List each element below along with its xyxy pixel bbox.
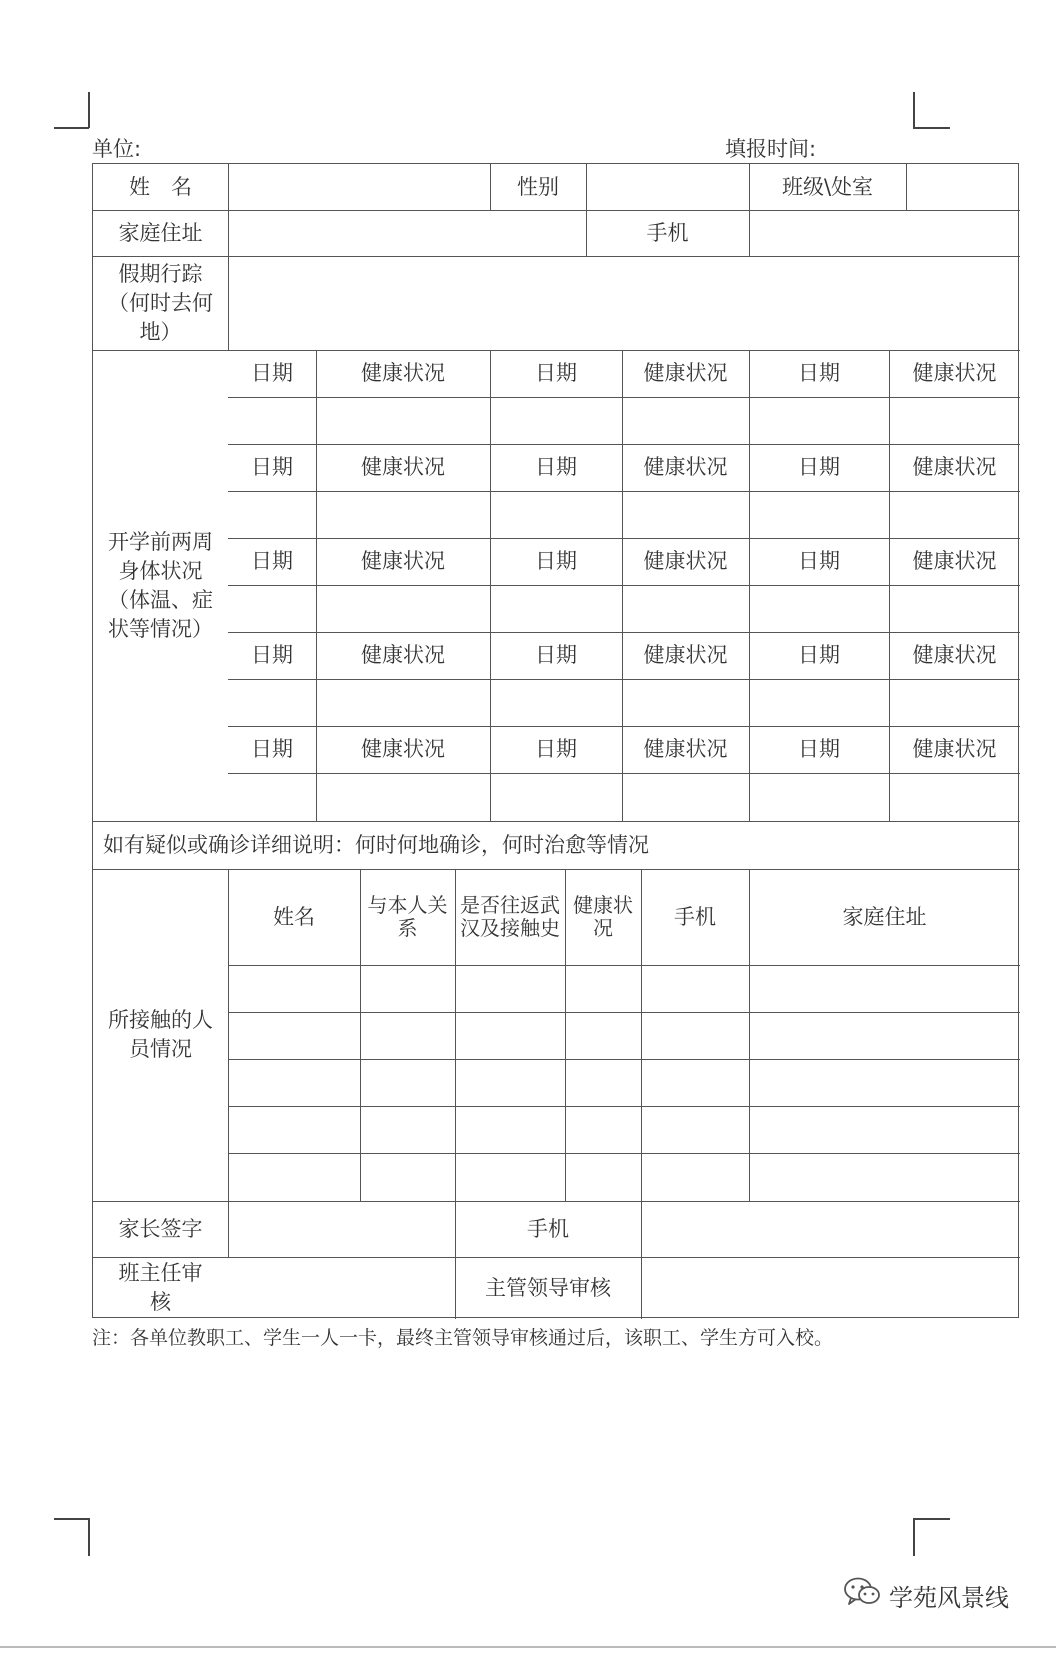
class-office-field[interactable]	[906, 164, 1020, 210]
health-status-input[interactable]	[889, 397, 1020, 444]
contact-cell[interactable]	[228, 1059, 360, 1106]
health-status-header: 健康状况	[361, 361, 445, 385]
date-header: 日期	[535, 549, 577, 573]
date-header: 日期	[798, 737, 840, 761]
contacts-section-label: 所接触的人员情况	[108, 1008, 213, 1061]
date-header: 日期	[535, 737, 577, 761]
health-status-header: 健康状况	[643, 455, 728, 479]
phone-label: 手机	[646, 220, 689, 245]
contact-cell[interactable]	[228, 965, 360, 1012]
date-input[interactable]	[490, 397, 622, 444]
parent-sign-label: 家长签字	[118, 1216, 203, 1241]
date-header: 日期	[251, 361, 293, 385]
gender-label: 性别	[517, 174, 559, 199]
date-header: 日期	[251, 737, 293, 761]
health-status-input[interactable]	[622, 773, 749, 821]
class-office-label: 班级\处室	[781, 174, 874, 199]
phone-label-2: 手机	[527, 1216, 569, 1241]
page-bottom-edge	[0, 1646, 1056, 1648]
health-status-input[interactable]	[622, 491, 749, 538]
crop-mark-bottom-right-v	[913, 1518, 915, 1556]
date-header: 日期	[798, 361, 840, 385]
health-status-header: 健康状况	[361, 643, 445, 667]
health-status-input[interactable]	[889, 585, 1020, 632]
health-status-header: 健康状况	[643, 737, 728, 761]
home-address-label: 家庭住址	[118, 220, 203, 245]
parent-phone-field[interactable]	[641, 1201, 1020, 1257]
health-status-header: 健康状况	[912, 361, 997, 385]
date-input[interactable]	[749, 679, 889, 726]
health-status-input[interactable]	[889, 773, 1020, 821]
health-status-header: 健康状况	[912, 455, 997, 479]
date-input[interactable]	[490, 679, 622, 726]
holiday-trace-label: 假期行踪（何时去何地）	[108, 261, 213, 344]
wuhan-history-header: 是否往返武汉及接触史	[460, 893, 560, 940]
name-field[interactable]	[228, 164, 490, 210]
date-input[interactable]	[490, 491, 622, 538]
date-header: 日期	[535, 455, 577, 479]
date-input[interactable]	[228, 679, 316, 726]
contact-cell[interactable]	[228, 1012, 360, 1059]
health-status-input[interactable]	[622, 585, 749, 632]
health-status-input[interactable]	[316, 679, 490, 726]
health-status-header: 健康状况	[643, 643, 728, 667]
contact-cell[interactable]	[565, 1106, 641, 1153]
contact-cell[interactable]	[641, 1153, 749, 1201]
health-status-input[interactable]	[316, 773, 490, 821]
health-status-input[interactable]	[889, 679, 1020, 726]
holiday-trace-field[interactable]	[228, 256, 1020, 350]
contact-cell[interactable]	[360, 1012, 455, 1059]
health-status-header: 健康状况	[361, 549, 445, 573]
health-status-header: 健康状况	[643, 361, 728, 385]
contact-cell[interactable]	[360, 1106, 455, 1153]
contact-cell[interactable]	[565, 1012, 641, 1059]
contact-cell[interactable]	[228, 1106, 360, 1153]
head-teacher-review-field[interactable]	[228, 1257, 455, 1319]
health-status-input[interactable]	[316, 491, 490, 538]
contact-cell[interactable]	[565, 1153, 641, 1201]
contact-cell[interactable]	[565, 1059, 641, 1106]
crop-mark-top-right-v	[913, 92, 915, 128]
date-input[interactable]	[749, 773, 889, 821]
health-status-input[interactable]	[622, 679, 749, 726]
health-status-header: 健康状况	[361, 455, 445, 479]
contact-cell[interactable]	[565, 965, 641, 1012]
contact-health-header: 健康状况	[573, 893, 633, 940]
date-header: 日期	[251, 455, 293, 479]
crop-mark-top-left-v	[88, 92, 90, 128]
contact-cell[interactable]	[360, 965, 455, 1012]
name-label: 姓 名	[129, 174, 192, 199]
contact-address-header: 家庭住址	[842, 904, 927, 929]
phone-field[interactable]	[749, 210, 1020, 256]
crop-mark-top-left-h	[54, 127, 89, 129]
contact-cell[interactable]	[749, 1153, 1020, 1201]
date-input[interactable]	[228, 585, 316, 632]
supervisor-review-field[interactable]	[641, 1257, 1020, 1319]
date-header: 日期	[798, 643, 840, 667]
contact-cell[interactable]	[749, 1106, 1020, 1153]
contact-phone-header: 手机	[674, 904, 716, 929]
watermark	[843, 1576, 1009, 1614]
crop-mark-bottom-left-v	[88, 1518, 90, 1556]
date-input[interactable]	[749, 585, 889, 632]
health-status-header: 健康状况	[912, 549, 997, 573]
health-status-header: 健康状况	[361, 737, 445, 761]
crop-mark-bottom-right-h	[913, 1518, 950, 1520]
gender-field[interactable]	[586, 164, 749, 210]
footnote: 注：各单位教职工、学生一人一卡，最终主管领导审核通过后，该职工、学生方可入校。	[92, 1327, 834, 1349]
contact-cell[interactable]	[749, 1059, 1020, 1106]
crop-mark-bottom-left-h	[54, 1518, 89, 1520]
contact-cell[interactable]	[749, 1012, 1020, 1059]
health-status-header: 健康状况	[912, 737, 997, 761]
contact-relation-header: 与本人关系	[367, 893, 448, 940]
wechat-icon	[843, 1576, 881, 1614]
unit-label: 单位:	[92, 137, 142, 161]
contact-cell[interactable]	[455, 1153, 565, 1201]
date-input[interactable]	[490, 585, 622, 632]
date-header: 日期	[798, 455, 840, 479]
contact-cell[interactable]	[455, 1106, 565, 1153]
health-status-input[interactable]	[622, 397, 749, 444]
date-input[interactable]	[749, 397, 889, 444]
home-address-field[interactable]	[228, 210, 586, 256]
date-header: 日期	[798, 549, 840, 573]
watermark-text: 学苑风景线	[889, 1583, 1009, 1612]
contact-cell[interactable]	[641, 1012, 749, 1059]
contact-name-header: 姓名	[273, 904, 315, 929]
date-input[interactable]	[228, 773, 316, 821]
date-header: 日期	[251, 549, 293, 573]
date-header: 日期	[535, 643, 577, 667]
health-status-input[interactable]	[889, 491, 1020, 538]
date-header: 日期	[251, 643, 293, 667]
parent-sign-field[interactable]	[228, 1201, 455, 1257]
date-input[interactable]	[749, 491, 889, 538]
health-status-input[interactable]	[316, 397, 490, 444]
contact-cell[interactable]	[455, 1059, 565, 1106]
date-input[interactable]	[228, 397, 316, 444]
contact-cell[interactable]	[455, 1012, 565, 1059]
head-teacher-review-label: 班主任审核	[118, 1261, 203, 1314]
contact-cell[interactable]	[749, 965, 1020, 1012]
health-form-table	[92, 163, 1019, 1318]
health-status-input[interactable]	[316, 585, 490, 632]
contact-cell[interactable]	[228, 1153, 360, 1201]
contact-cell[interactable]	[455, 965, 565, 1012]
contact-cell[interactable]	[360, 1059, 455, 1106]
fill-time-label: 填报时间:	[725, 137, 817, 161]
health-status-header: 健康状况	[643, 549, 728, 573]
health-status-header: 健康状况	[912, 643, 997, 667]
date-header: 日期	[535, 361, 577, 385]
contact-cell[interactable]	[641, 1059, 749, 1106]
date-input[interactable]	[490, 773, 622, 821]
suspected-note: 如有疑似或确诊详细说明：何时何地确诊，何时治愈等情况	[103, 832, 649, 857]
date-input[interactable]	[228, 491, 316, 538]
health-section-label: 开学前两周身体状况（体温、症状等情况）	[108, 529, 213, 641]
crop-mark-top-right-h	[913, 127, 950, 129]
contact-cell[interactable]	[641, 965, 749, 1012]
supervisor-review-label: 主管领导审核	[485, 1275, 611, 1300]
contact-cell[interactable]	[641, 1106, 749, 1153]
contact-cell[interactable]	[360, 1153, 455, 1201]
